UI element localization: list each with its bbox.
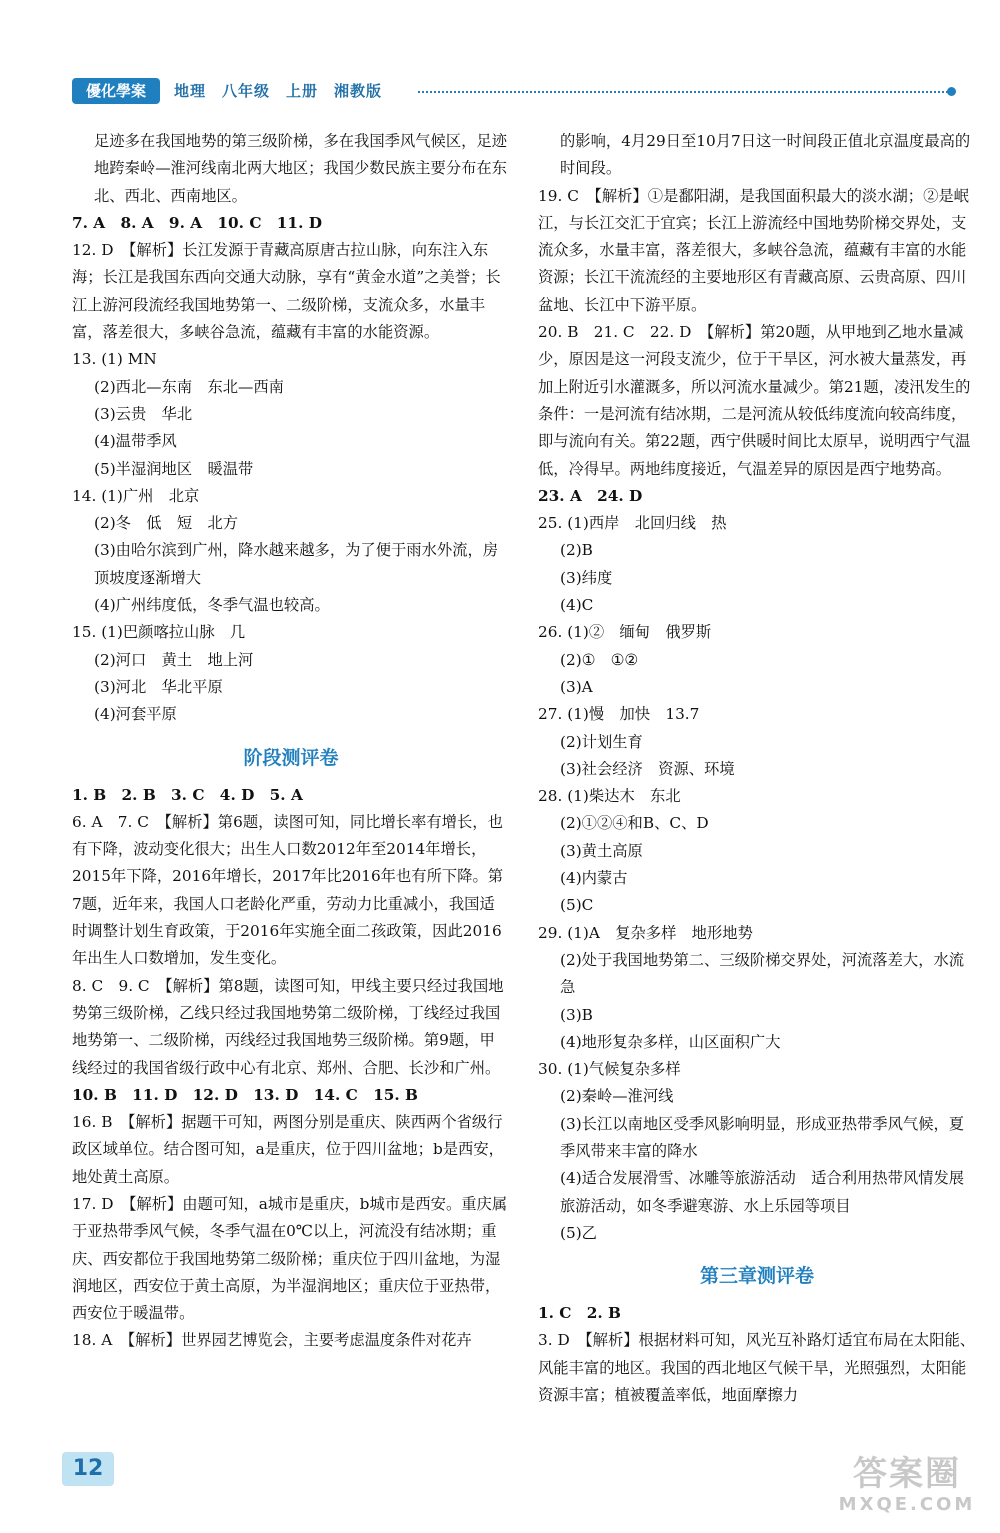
stage-answer-26-1: 26. (1)② 缅甸 俄罗斯: [538, 623, 712, 642]
answer-7-11: 7. A 8. A 9. A 10. C 11. D: [72, 213, 322, 232]
stage-answer-26-2: (2)① ①②: [560, 650, 639, 669]
book-subject: 地理 八年级 上册 湘教版: [174, 82, 383, 100]
left-column: [72, 128, 510, 1355]
stage-answer-28-5: (5)C: [560, 896, 594, 915]
stage-answer-19: 19. C 【解析】①是鄱阳湖，是我国面积最大的淡水湖；②是岷江，与长江交汇于宜宾；长江上游流经中国地势阶梯交界处，支流众多，水量丰富，落差很大，多峡谷急流，蕴藏有丰富的水能资源；长江干流流经的主要地形区有青藏高原、云贵高原、四川盆地、长江中下游平原。: [538, 186, 969, 314]
chapter3-answer-1-2: 1. C 2. B: [538, 1304, 621, 1323]
stage-answer-30-5: (5)乙: [560, 1223, 597, 1242]
answer-15-3: (3)河北 华北平原: [94, 677, 223, 696]
watermark-logo: [822, 1455, 992, 1527]
stage-answer-20-22: 20. B 21. C 22. D 【解析】第20题，从甲地到乙地水量减少，原因是这一河段支流少，位于干旱区，河水被大量蒸发，再加上附近引水灌溉多，所以河流水量减少。第21题，凌汛发生的条件：一是河流有结冰期，二是河流从较低纬度流向较高纬度，即与流向有关。第22题，西宁供暖时间比太原早，说明西宁气温低，冷得早。两地纬度接近，气温差异的原因是西宁地势高。: [538, 323, 971, 478]
stage-answer-30-1: 30. (1)气候复杂多样: [538, 1060, 681, 1079]
stage-answer-18: 18. A 【解析】世界园艺博览会，主要考虑温度条件对花卉: [72, 1331, 472, 1350]
stage-answer-29-1: 29. (1)A 复杂多样 地形地势: [538, 923, 753, 942]
answer-13-2: (2)西北—东南 东北—西南: [94, 377, 284, 396]
stage-answer-8-9: 8. C 9. C 【解析】第8题，读图可知，甲线主要只经过我国地势第三级阶梯，乙线只经过我国地势第二级阶梯，丁线经过我国地势第一、二级阶梯，丙线经过我国地势三级阶梯。第9题，甲线经过的我国省级行政中心有北京、郑州、合肥、长沙和广州。: [72, 976, 504, 1077]
stage-answer-18-continued: 的影响，4月29日至10月7日这一时间段正值北京温度最高的时间段。: [560, 132, 971, 178]
header-dotted-rule: [418, 91, 948, 93]
stage-answer-29-4: (4)地形复杂多样，山区面积广大: [560, 1032, 781, 1051]
right-column: [538, 128, 976, 1409]
stage-answer-30-3: (3)长江以南地区受季风影响明显，形成亚热带季风气候，夏季风带来丰富的降水: [560, 1114, 965, 1160]
answer-15-1: 15. (1)巴颜喀拉山脉 几: [72, 623, 246, 642]
stage-answer-30-2: (2)秦岭—淮河线: [560, 1087, 674, 1106]
series-logo: 優化學案: [72, 78, 160, 104]
answer-15-4: (4)河套平原: [94, 705, 177, 724]
watermark-text: 答案圈: [853, 1454, 961, 1494]
page-header: [72, 78, 972, 108]
header-rule-end-dot: [947, 87, 956, 96]
stage-answer-25-3: (3)纬度: [560, 568, 613, 587]
answer-13-5: (5)半湿润地区 暖温带: [94, 459, 254, 478]
stage-answer-25-4: (4)C: [560, 596, 594, 615]
answer-12: 12. D 【解析】长江发源于青藏高原唐古拉山脉，向东注入东海；长江是我国东西向交通大动脉，享有“黄金水道”之美誉；长江上游河段流经我国地势第一、二级阶梯，支流众多，水量丰富，落差很大，多峡谷急流，蕴藏有丰富的水能资源。: [72, 241, 501, 342]
stage-answer-29-2: (2)处于我国地势第二、三级阶梯交界处，河流落差大，水流急: [560, 950, 965, 997]
answer-intro-continued: 足迹多在我国地势的第三级阶梯，多在我国季风气候区，足迹地跨秦岭—淮河线南北两大地区；我国少数民族主要分布在东北、西北、西南地区。: [94, 132, 508, 205]
stage-answer-27-3: (3)社会经济 资源、环境: [560, 759, 735, 778]
stage-answer-28-4: (4)内蒙古: [560, 869, 628, 888]
stage-answer-23-24: 23. A 24. D: [538, 486, 643, 505]
stage-answer-26-3: (3)A: [560, 677, 593, 696]
stage-answer-17: 17. D 【解析】由题可知，a城市是重庆，b城市是西安。重庆属于亚热带季风气候，冬季气温在0℃以上，河流没有结冰期；重庆、西安都位于我国地势第二级阶梯；重庆位于四川盆地，为湿润地区，西安位于黄土高原，为半湿润地区；重庆位于亚热带，西安位于暖温带。: [72, 1194, 508, 1323]
chapter3-answer-3: 3. D 【解析】根据材料可知，风光互补路灯适宜布局在太阳能、风能丰富的地区。我国的西北地区气候干旱，光照强烈，太阳能资源丰富；植被覆盖率低，地面摩擦力: [538, 1331, 976, 1405]
stage-answer-25-1: 25. (1)西岸 北回归线 热: [538, 514, 727, 533]
stage-answer-28-2: (2)①②④和B、C、D: [560, 814, 709, 833]
stage-answer-16: 16. B 【解析】据题干可知，两图分别是重庆、陕西两个省级行政区域单位。结合图可知，a是重庆，位于四川盆地；b是西安，地处黄土高原。: [72, 1113, 504, 1186]
watermark-url: MXQE.COM: [838, 1494, 976, 1515]
answer-13-4: (4)温带季风: [94, 432, 177, 451]
answer-14-1: 14. (1)广州 北京: [72, 486, 200, 505]
answer-15-2: (2)河口 黄土 地上河: [94, 650, 254, 669]
stage-answer-28-3: (3)黄土高原: [560, 841, 643, 860]
stage-answer-27-2: (2)计划生育: [560, 732, 643, 751]
stage-answer-6-7: 6. A 7. C 【解析】第6题，读图可知，同比增长率有增长，也有下降，波动变化很大；出生人口数2012年至2014年增长，2015年下降，2016年增长，2017年比2016年也有所下降。第7题，近年来，我国人口老龄化严重，劳动力比重减小，我国适时调整计划生育政策，于2016年实施全面二孩政策，因此2016年出生人口数增加，发生变化。: [72, 812, 504, 968]
stage-answer-10-15: 10. B 11. D 12. D 13. D 14. C 15. B: [72, 1085, 418, 1104]
stage-answer-28-1: 28. (1)柴达木 东北: [538, 787, 681, 806]
stage-answer-29-3: (3)B: [560, 1005, 593, 1024]
answer-14-4: (4)广州纬度低，冬季气温也较高。: [94, 596, 330, 615]
stage-answer-30-4: (4)适合发展滑雪、冰雕等旅游活动 适合利用热带风情发展旅游活动，如冬季避寒游、水上乐园等项目: [560, 1169, 965, 1215]
page-number: 12: [62, 1452, 114, 1486]
answer-14-2: (2)冬 低 短 北方: [94, 514, 239, 533]
answer-14-3: (3)由哈尔滨到广州，降水越来越多，为了便于雨水外流，房顶坡度逐渐增大: [94, 541, 499, 587]
stage-answer-27-1: 27. (1)慢 加快 13.7: [538, 705, 700, 724]
answer-13-1: 13. (1) MN: [72, 350, 157, 369]
answer-13-3: (3)云贵 华北: [94, 404, 193, 423]
section-title-chapter3-test: 第三章测评卷: [699, 1265, 814, 1288]
stage-answer-25-2: (2)B: [560, 541, 593, 560]
stage-answer-1-5: 1. B 2. B 3. C 4. D 5. A: [72, 785, 303, 804]
section-title-stage-test: 阶段测评卷: [243, 746, 339, 769]
